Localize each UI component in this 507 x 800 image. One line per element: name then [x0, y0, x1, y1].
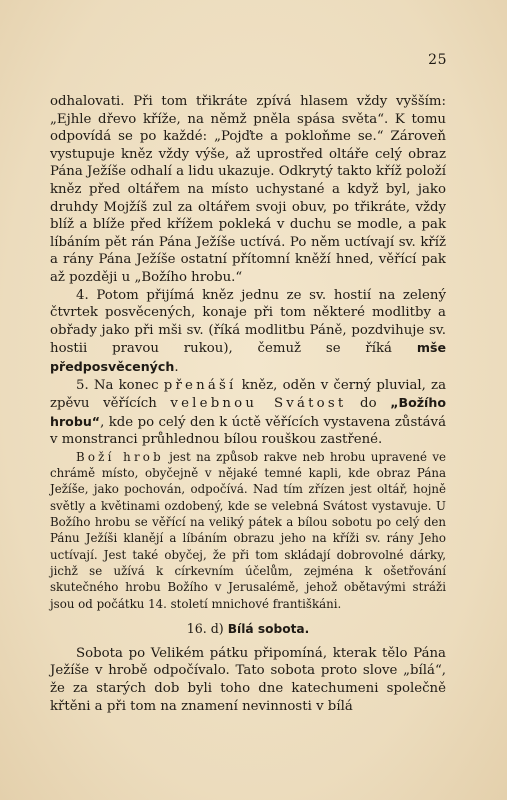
paragraph-4-small-print	[50, 449, 446, 612]
paragraph-3-a: 5. Na konec	[76, 377, 164, 393]
paragraph-2-bold: mše předposvěcených	[50, 340, 446, 374]
paragraph-3-spaced-2: velebnou Svátost	[170, 396, 347, 412]
paragraph-2-end: .	[174, 359, 179, 375]
section-title: Bílá sobota.	[227, 621, 310, 636]
paragraph-3-d: , kde po celý den k úctě věřících vystavena zůstává v monstranci průhlednou bílou rouškou zastřené.	[50, 414, 446, 448]
paragraph-3-spaced-1: přenáší	[163, 377, 237, 393]
paragraph-3-bold: „Božího hrobu“	[50, 395, 446, 429]
paragraph-2-text: 4. Potom přijímá kněz jednu ze sv. hostií na zelený čtvrtek posvěcených, konaje při tom některé modlitby a obřady jako při mši sv. (říká modlitbu Páně, pozdvihuje sv. hostii pravou rukou), čemuž se říká	[50, 287, 446, 357]
paragraph-4-text: jest na způsob rakve neb hrobu upravené ve chrámě místo, obyčejně v nějaké temné kapli, kde obraz Pána Ježíše, jako pochován, odpočívá. Nad tím zřízen jest oltář, hojně světly a květinami ozdobený, kde se velebná Svátost vystavuje. U Božího hrobu se věřící na veliký pátek a bílou sobotu po celý den Pánu Ježíši klanějí a líbáním obrazu jeho na kříži sv. rány Jeho uctívají. Jest také obyčej, že při tom skládají dobrovolné dárky, jichž se užívá k církevním účelům, zejména k ošetřování skutečného hrobu Božího v Jerusalémě, jehož obětavými stráži jsou od počátku 14. století mnichové františkáni.	[50, 449, 446, 611]
paragraph-5: Sobota po Velikém pátku připomíná, kterak tělo Pána Ježíše v hrobě odpočívalo. Tato sobota proto slove „bílá“, že za starých dob byli toho dne katechumeni společně křtěni a při tom na znamení nevinnosti v bílá	[50, 645, 446, 714]
paragraph-2	[50, 287, 446, 377]
page-body	[50, 93, 446, 715]
paragraph-3	[50, 377, 446, 449]
paragraph-1: odhalovati. Při tom třikráte zpívá hlasem vždy vyšším: „Ejhle dřevo kříže, na němž pněla spása světa“. K tomu odpovídá se po každé: „Pojďte a pokloňme se.“ Zároveň vystupuje kněz vždy výše, až uprostřed oltáře celý obraz Pána Ježíše odhalí a lidu ukazuje. Odkrytý takto kříž položí kněz před oltářem na místo uchystané a když byl, jako druhdy Mojžíš zul za oltářem svoji obuv, po třikráte, vždy blíž a blíže před křížem pokleká v duchu se modle, a pak líbáním pět rán Pána Ježíše uctívá. Po něm uctívají sv. kříž a rány Pána Ježíše ostatní přítomní kněží hned, věřící pak až později u „Božího hrobu.“	[50, 94, 446, 285]
page-number: 25	[428, 52, 447, 68]
paragraph-4-spaced: Boží hrob	[76, 449, 164, 464]
section-number: 16. d)	[186, 620, 224, 636]
paragraph-3-b: kněz, oděn v černý pluvial, za zpěvu věřících	[50, 377, 446, 412]
section-heading	[50, 620, 446, 638]
paragraph-3-c: do	[346, 396, 391, 412]
